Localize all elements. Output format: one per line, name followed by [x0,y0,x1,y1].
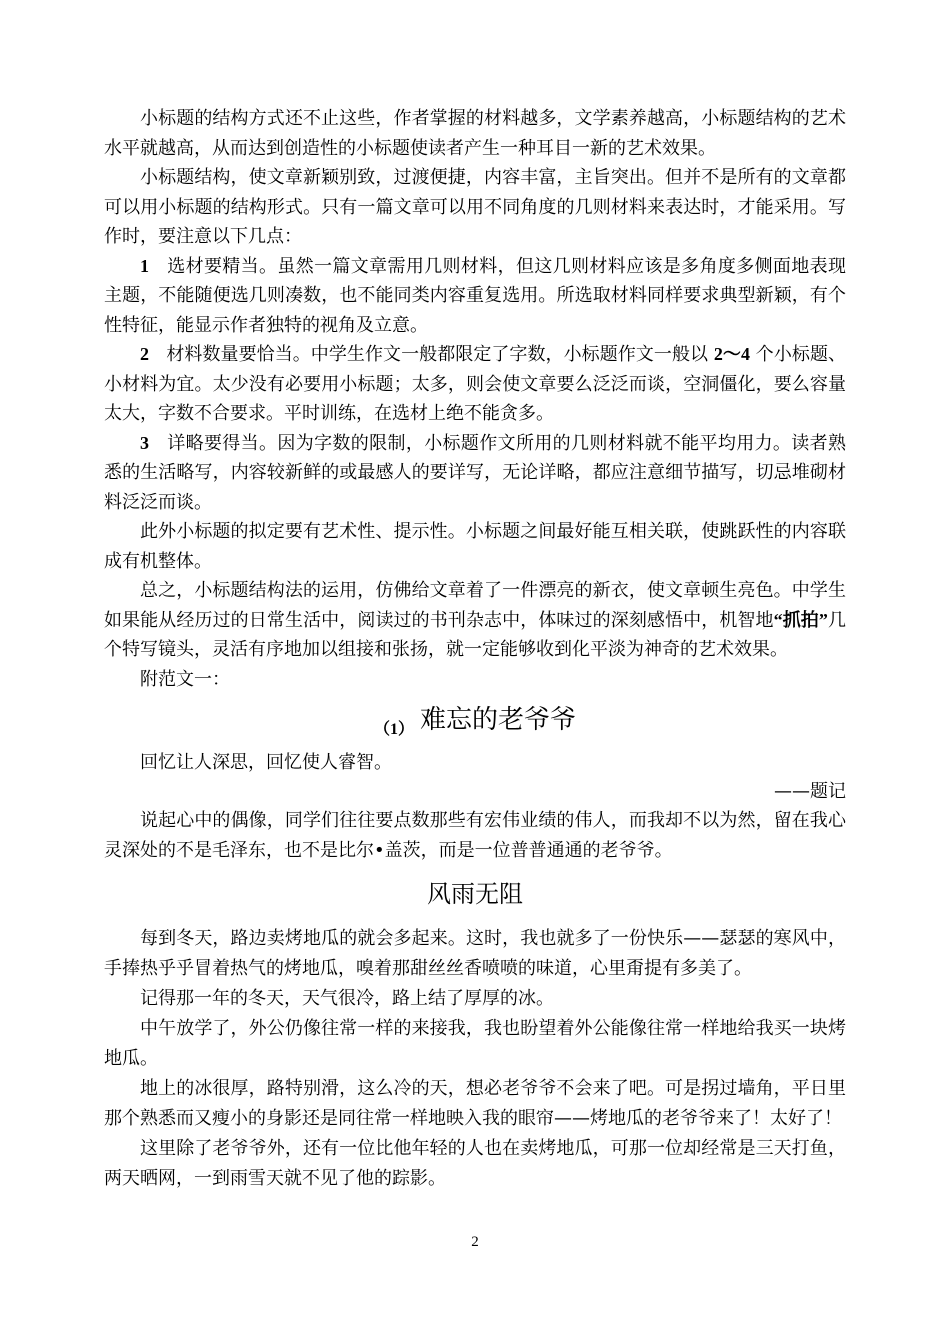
essay-opening: 说起心中的偶像，同学们往往要点数那些有宏伟业绩的伟人，而我却不以为然，留在我心灵深处的不是毛泽东，也不是比尔•盖茨，而是一位普普通通的老爷爷。 [104,810,846,861]
essay-number: （1） [373,721,414,738]
intro-paragraph-4-quote: “抓拍” [773,609,828,630]
essay-epigraph: 回忆让人深思，回忆使人睿智。 [140,752,392,773]
point-2-text-a: 材料数量要恰当。中学生作文一般都限定了字数，小标题作文一般以 [166,344,709,365]
essay-paragraph: 每到冬天，路边卖烤地瓜的就会多起来。这时，我也就多了一份快乐——瑟瑟的寒风中，手捧热乎乎冒着热气的烤地瓜，嗅着那甜丝丝香喷喷的味道，心里甭提有多美了。 [104,928,846,979]
intro-paragraph-3: 此外小标题的拟定要有艺术性、提示性。小标题之间最好能互相关联，使跳跃性的内容联成有机整体。 [104,521,846,572]
section-title: 风雨无阻 [427,880,523,908]
essay-paragraph: 记得那一年的冬天，天气很冷，路上结了厚厚的冰。 [140,988,554,1009]
point-3 [104,429,846,518]
essay-title-line [104,702,846,738]
intro-paragraph-2: 小标题结构，使文章新颖别致，过渡便捷，内容丰富，主旨突出。但并不是所有的文章都可以用小标题的结构形式。只有一篇文章可以用不同角度的几则材料来表达时，才能采用。写作时，要注意以下几点： [104,167,846,247]
point-3-number: 3 [140,432,149,453]
point-1 [104,252,846,341]
appendix-label: 附范文一： [140,668,230,690]
essay-paragraph: 中午放学了，外公仍像往常一样的来接我，我也盼望着外公能像往常一样地给我买一块烤地瓜。 [104,1018,846,1069]
epigraph-signature: ——题记 [774,781,846,802]
point-2-range: 2～4 [713,344,750,364]
point-2-number: 2 [140,344,149,364]
page-number: 2 [471,1234,479,1250]
essay-title: 难忘的老爷爷 [420,705,577,735]
point-2-text-b: 个小标题、小材料为宜。太少没有必要用小标题；太多，则会使文章要么泛泛而谈，空洞僵化，要么容量太大，字数不合要求。平时训练，在选材上绝不能贪多。 [104,344,846,424]
intro-paragraph-1: 小标题的结构方式还不止这些，作者掌握的材料越多，文学素养越高，小标题结构的艺术水平就越高，从而达到创造性的小标题使读者产生一种耳目一新的艺术效果。 [104,108,846,159]
point-3-text: 详略要得当。因为字数的限制，小标题作文所用的几则材料就不能平均用力。读者熟悉的生活略写，内容较新鲜的或最感人的要详写，无论详略，都应注意细节描写，切忌堆砌材料泛泛而谈。 [104,432,846,513]
point-1-number: 1 [140,255,149,276]
point-2 [104,340,846,429]
page-content [104,104,846,1194]
intro-paragraph-4-b: 几个特写镜头，灵活有序地加以组接和张扬，就一定能够收到化平淡为神奇的艺术效果。 [104,609,847,660]
point-1-text: 选材要精当。虽然一篇文章需用几则材料，但这几则材料应该是多角度多侧面地表现主题，不能随便选几则凑数，也不能同类内容重复选用。所选取材料同样要求典型新颖，有个性特征，能显示作者独特的视角及立意。 [104,255,846,336]
essay-paragraph: 这里除了老爷爷外，还有一位比他年轻的人也在卖烤地瓜，可那一位却经常是三天打鱼，两天晒网，一到雨雪天就不见了他的踪影。 [104,1138,846,1189]
essay-paragraph: 地上的冰很厚，路特别滑，这么冷的天，想必老爷爷不会来了吧。可是拐过墙角，平日里那个熟悉而又瘦小的身影还是同往常一样地映入我的眼帘——烤地瓜的老爷爷来了！太好了！ [104,1078,846,1129]
intro-paragraph-4-a: 总之，小标题结构法的运用，仿佛给文章着了一件漂亮的新衣，使文章顿生亮色。中学生如果能从经历过的日常生活中，阅读过的书刊杂志中，体味过的深刻感悟中，机智地 [104,580,846,631]
intro-paragraph-4 [104,576,846,665]
